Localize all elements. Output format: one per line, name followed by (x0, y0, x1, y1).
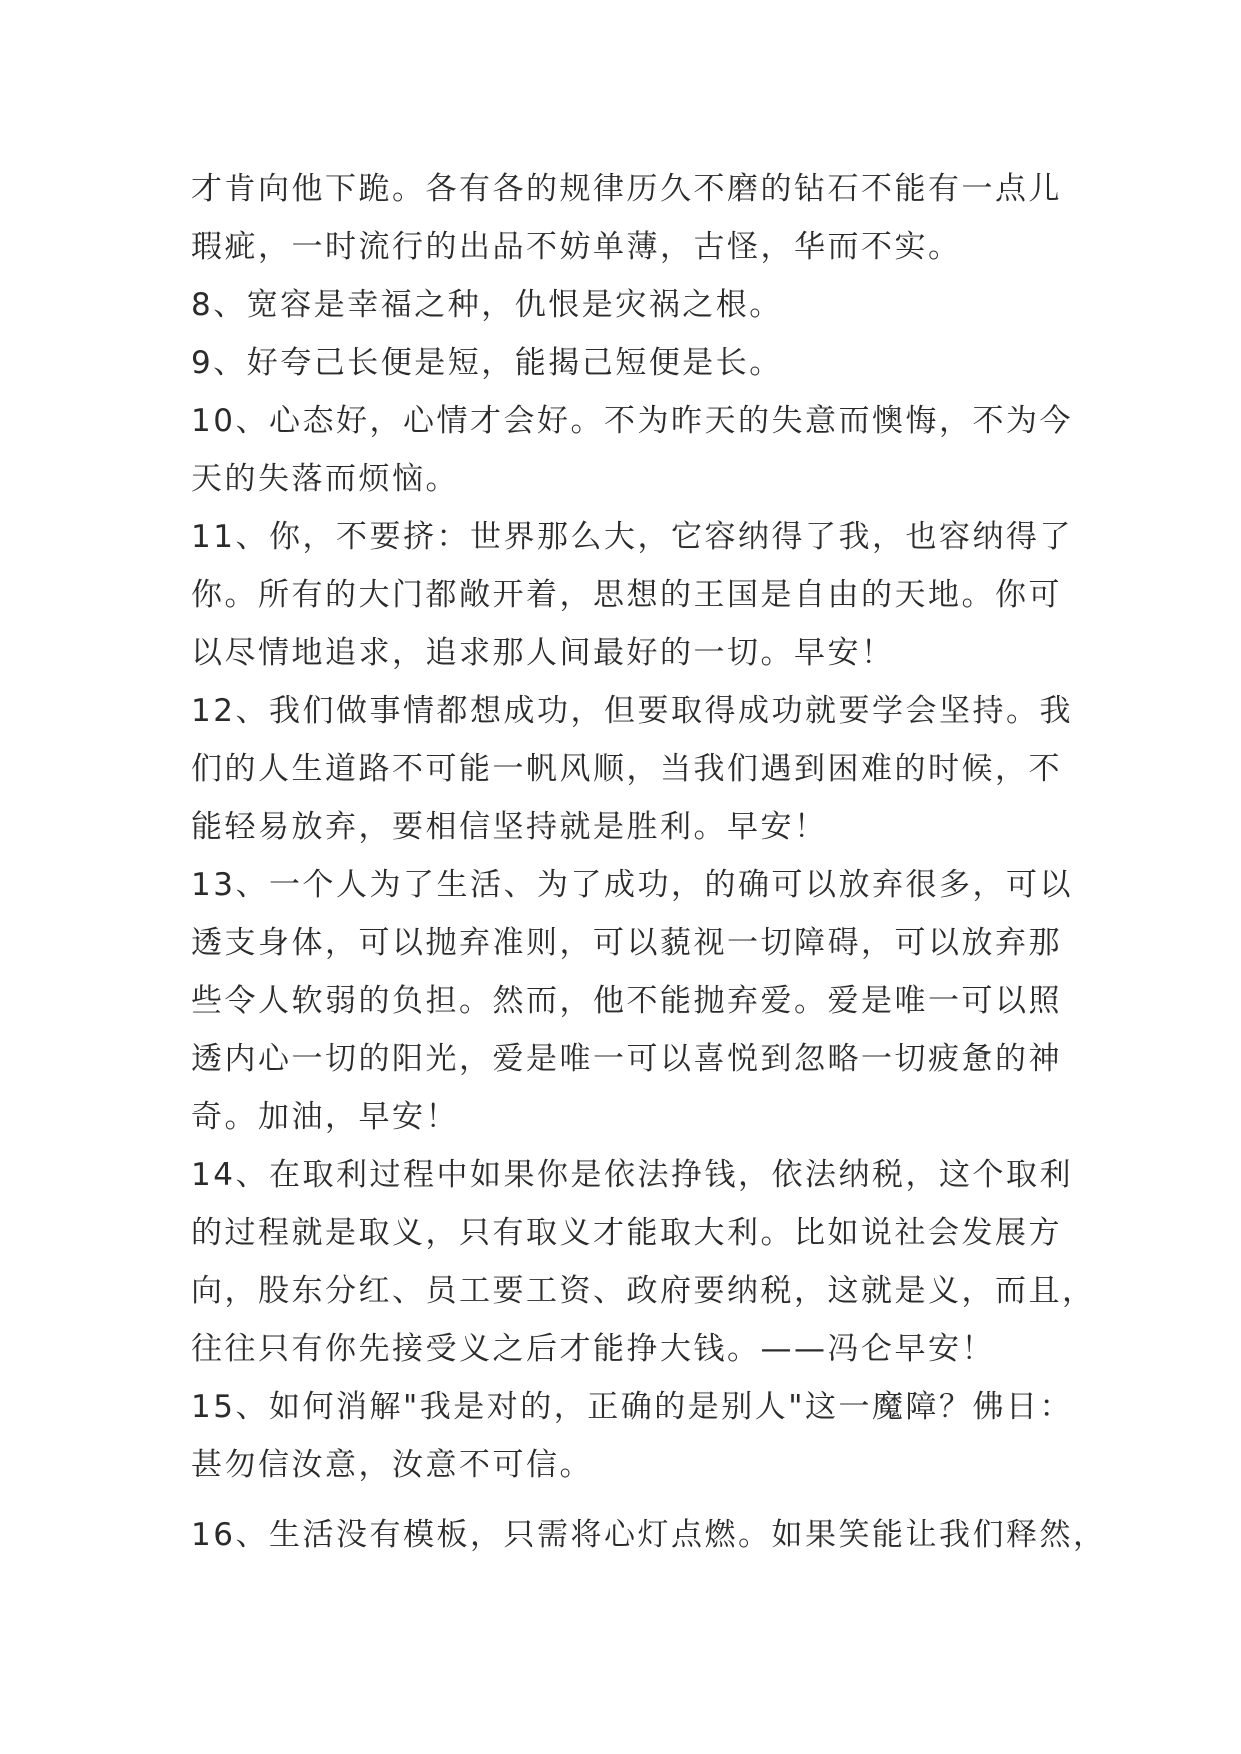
text-line: 才肯向他下跪。各有各的规律历久不磨的钻石不能有一点儿 (191, 171, 1062, 207)
text-line: 透内心一切的阳光，爱是唯一可以喜悦到忽略一切疲惫的神 (191, 1041, 1062, 1077)
text-line: 奇。加油，早安！ (191, 1099, 459, 1135)
text-line: 天的失落而烦恼。 (191, 461, 459, 497)
text-line: 甚勿信汝意，汝意不可信。 (191, 1447, 593, 1483)
text-line: 们的人生道路不可能一帆风顺，当我们遇到困难的时候，不 (191, 751, 1062, 787)
text-line: 10、心态好，心情才会好。不为昨天的失意而懊悔，不为今 (191, 403, 1073, 439)
text-line: 你。所有的大门都敞开着，思想的王国是自由的天地。你可 (191, 577, 1062, 613)
text-line: 9、好夸己长便是短，能揭己短便是长。 (191, 345, 783, 381)
text-line: 透支身体，可以抛弃准则，可以藐视一切障碍，可以放弃那 (191, 925, 1062, 961)
text-line: 15、如何消解"我是对的，正确的是别人"这一魔障？佛日： (191, 1389, 1073, 1425)
text-line: 8、宽容是幸福之种，仇恨是灾祸之根。 (191, 287, 783, 323)
text-line: 能轻易放弃，要相信坚持就是胜利。早安！ (191, 809, 828, 845)
text-line: 12、我们做事情都想成功，但要取得成功就要学会坚持。我 (191, 693, 1073, 729)
text-line: 11、你，不要挤：世界那么大，它容纳得了我，也容纳得了 (191, 519, 1073, 555)
text-line: 13、一个人为了生活、为了成功，的确可以放弃很多，可以 (191, 867, 1073, 903)
text-line: 16、生活没有模板，只需将心灯点燃。如果笑能让我们释然， (191, 1517, 1107, 1553)
text-line: 以尽情地追求，追求那人间最好的一切。早安！ (191, 635, 895, 671)
text-line: 向，股东分红、员工要工资、政府要纳税，这就是义，而且， (191, 1273, 1096, 1309)
text-line: 瑕疵，一时流行的出品不妨单薄，古怪，华而不实。 (191, 229, 962, 265)
text-line: 14、在取利过程中如果你是依法挣钱，依法纳税，这个取利 (191, 1157, 1073, 1193)
document-body (191, 160, 1107, 1564)
text-line: 的过程就是取义，只有取义才能取大利。比如说社会发展方 (191, 1215, 1062, 1251)
paragraph-gap (191, 1494, 1061, 1506)
text-line: 些令人软弱的负担。然而，他不能抛弃爱。爱是唯一可以照 (191, 983, 1062, 1019)
text-line: 往往只有你先接受义之后才能挣大钱。——冯仑早安！ (191, 1331, 995, 1367)
